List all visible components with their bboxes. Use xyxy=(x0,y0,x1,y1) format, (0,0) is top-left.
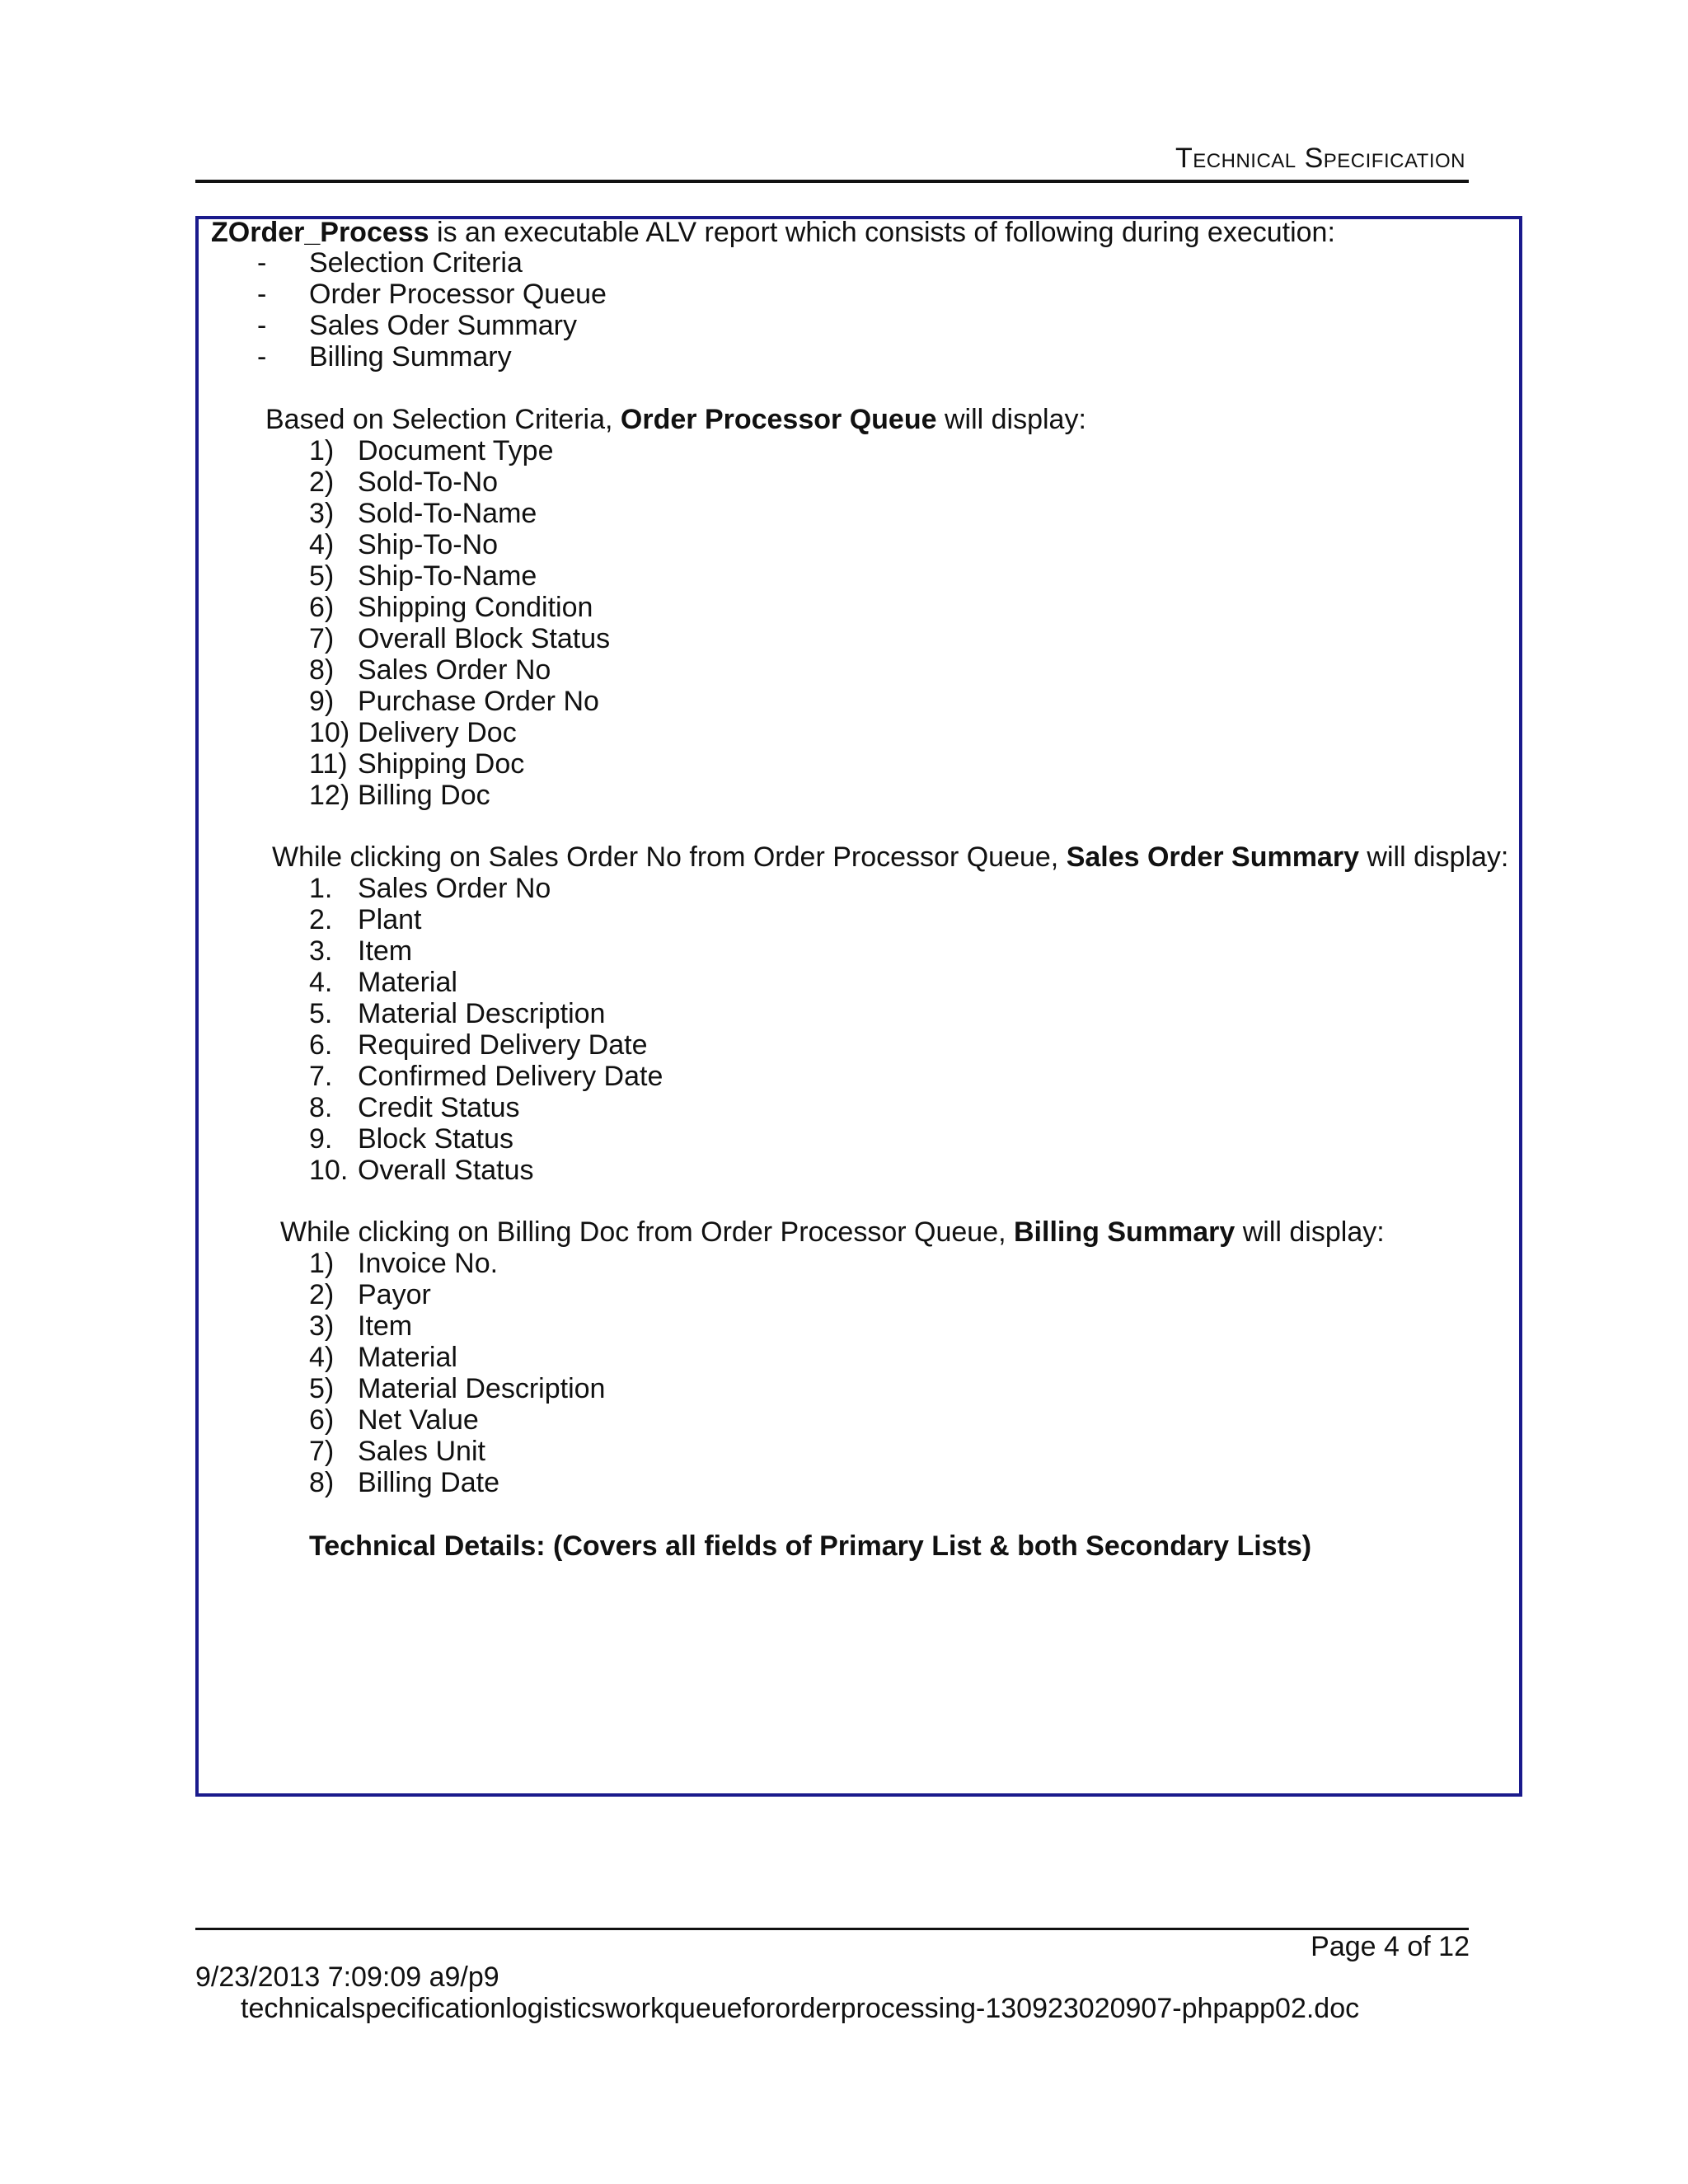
list-number: 9. xyxy=(309,1123,333,1155)
queue-heading-bold: Order Processor Queue xyxy=(620,404,937,435)
list-item: Sales Oder Summary xyxy=(309,310,577,341)
list-number: 6) xyxy=(309,1404,335,1436)
list-number: 10) xyxy=(309,717,350,748)
list-item: Billing Doc xyxy=(358,780,490,811)
billing-heading xyxy=(280,1216,1385,1248)
list-item: Billing Summary xyxy=(309,341,512,373)
list-number: 7) xyxy=(309,1436,335,1467)
sales-heading xyxy=(272,841,1508,873)
billing-heading-bold: Billing Summary xyxy=(1014,1216,1236,1248)
list-bullet: - xyxy=(257,341,267,373)
list-number: 2) xyxy=(309,466,335,498)
header-rule xyxy=(195,180,1469,183)
sales-heading-bold: Sales Order Summary xyxy=(1066,841,1359,873)
list-number: 10. xyxy=(309,1155,349,1186)
list-number: 3. xyxy=(309,935,333,967)
list-item: Purchase Order No xyxy=(358,686,599,717)
list-item: Shipping Condition xyxy=(358,592,593,623)
list-number: 7. xyxy=(309,1061,333,1092)
list-item: Material xyxy=(358,967,457,998)
list-number: 4) xyxy=(309,529,335,560)
list-number: 9) xyxy=(309,686,335,717)
list-item: Plant xyxy=(358,904,422,935)
list-item: Sales Order No xyxy=(358,654,551,686)
list-item: Sales Order No xyxy=(358,873,551,904)
list-item: Confirmed Delivery Date xyxy=(358,1061,663,1092)
list-item: Ship-To-No xyxy=(358,529,499,560)
queue-heading-post: will display: xyxy=(936,404,1086,435)
intro-bold: ZOrder_Process xyxy=(211,217,429,248)
queue-heading xyxy=(265,404,1086,435)
list-number: 2) xyxy=(309,1279,335,1310)
list-item: Invoice No. xyxy=(358,1248,499,1279)
list-number: 11) xyxy=(309,748,348,780)
list-number: 8. xyxy=(309,1092,333,1123)
list-bullet: - xyxy=(257,247,267,279)
list-item: Ship-To-Name xyxy=(358,560,537,592)
list-item: Sold-To-Name xyxy=(358,498,537,529)
list-item: Overall Block Status xyxy=(358,623,611,654)
list-number: 5) xyxy=(309,1373,335,1404)
list-item: Selection Criteria xyxy=(309,247,523,279)
file-name: technicalspecificationlogisticsworkqueuefororderprocessing-130923020907-phpapp02.doc xyxy=(241,1993,1360,2024)
list-item: Item xyxy=(358,1310,413,1342)
list-number: 8) xyxy=(309,654,335,686)
list-number: 12) xyxy=(309,780,350,811)
list-item: Delivery Doc xyxy=(358,717,517,748)
list-number: 1. xyxy=(309,873,333,904)
list-item: Order Processor Queue xyxy=(309,279,607,310)
list-number: 6) xyxy=(309,592,335,623)
billing-heading-pre: While clicking on Billing Doc from Order Processor Queue, xyxy=(280,1216,1014,1248)
list-number: 3) xyxy=(309,1310,335,1342)
list-number: 3) xyxy=(309,498,335,529)
list-item: Required Delivery Date xyxy=(358,1029,648,1061)
list-bullet: - xyxy=(257,310,267,341)
list-item: Material xyxy=(358,1342,457,1373)
list-item: Billing Date xyxy=(358,1467,499,1498)
list-number: 5) xyxy=(309,560,335,592)
list-item: Sold-To-No xyxy=(358,466,499,498)
list-item: Material Description xyxy=(358,1373,606,1404)
list-item: Payor xyxy=(358,1279,431,1310)
list-item: Material Description xyxy=(358,998,606,1029)
list-number: 6. xyxy=(309,1029,333,1061)
sales-heading-pre: While clicking on Sales Order No from Order Processor Queue, xyxy=(272,841,1067,873)
footer-rule xyxy=(195,1928,1469,1930)
list-item: Net Value xyxy=(358,1404,479,1436)
list-item: Overall Status xyxy=(358,1155,534,1186)
list-number: 7) xyxy=(309,623,335,654)
list-bullet: - xyxy=(257,279,267,310)
sales-heading-post: will display: xyxy=(1358,841,1509,873)
technical-details-heading: Technical Details: (Covers all fields of Primary List & both Secondary Lists) xyxy=(309,1530,1312,1562)
list-number: 5. xyxy=(309,998,333,1029)
print-date: 9/23/2013 7:09:09 a9/p9 xyxy=(195,1961,499,1993)
list-item: Block Status xyxy=(358,1123,513,1155)
billing-heading-post: will display: xyxy=(1235,1216,1385,1248)
header-title: Technical Specification xyxy=(1175,143,1465,174)
intro-line xyxy=(211,217,1335,248)
list-item: Sales Unit xyxy=(358,1436,485,1467)
list-number: 1) xyxy=(309,435,335,466)
list-item: Item xyxy=(358,935,413,967)
list-number: 4. xyxy=(309,967,333,998)
page-number: Page 4 of 12 xyxy=(1311,1931,1470,1962)
list-item: Shipping Doc xyxy=(358,748,525,780)
list-number: 4) xyxy=(309,1342,335,1373)
list-item: Document Type xyxy=(358,435,554,466)
intro-rest: is an executable ALV report which consists of following during execution: xyxy=(429,217,1335,248)
queue-heading-pre: Based on Selection Criteria, xyxy=(265,404,621,435)
list-number: 8) xyxy=(309,1467,335,1498)
list-item: Credit Status xyxy=(358,1092,520,1123)
list-number: 1) xyxy=(309,1248,335,1279)
list-number: 2. xyxy=(309,904,333,935)
